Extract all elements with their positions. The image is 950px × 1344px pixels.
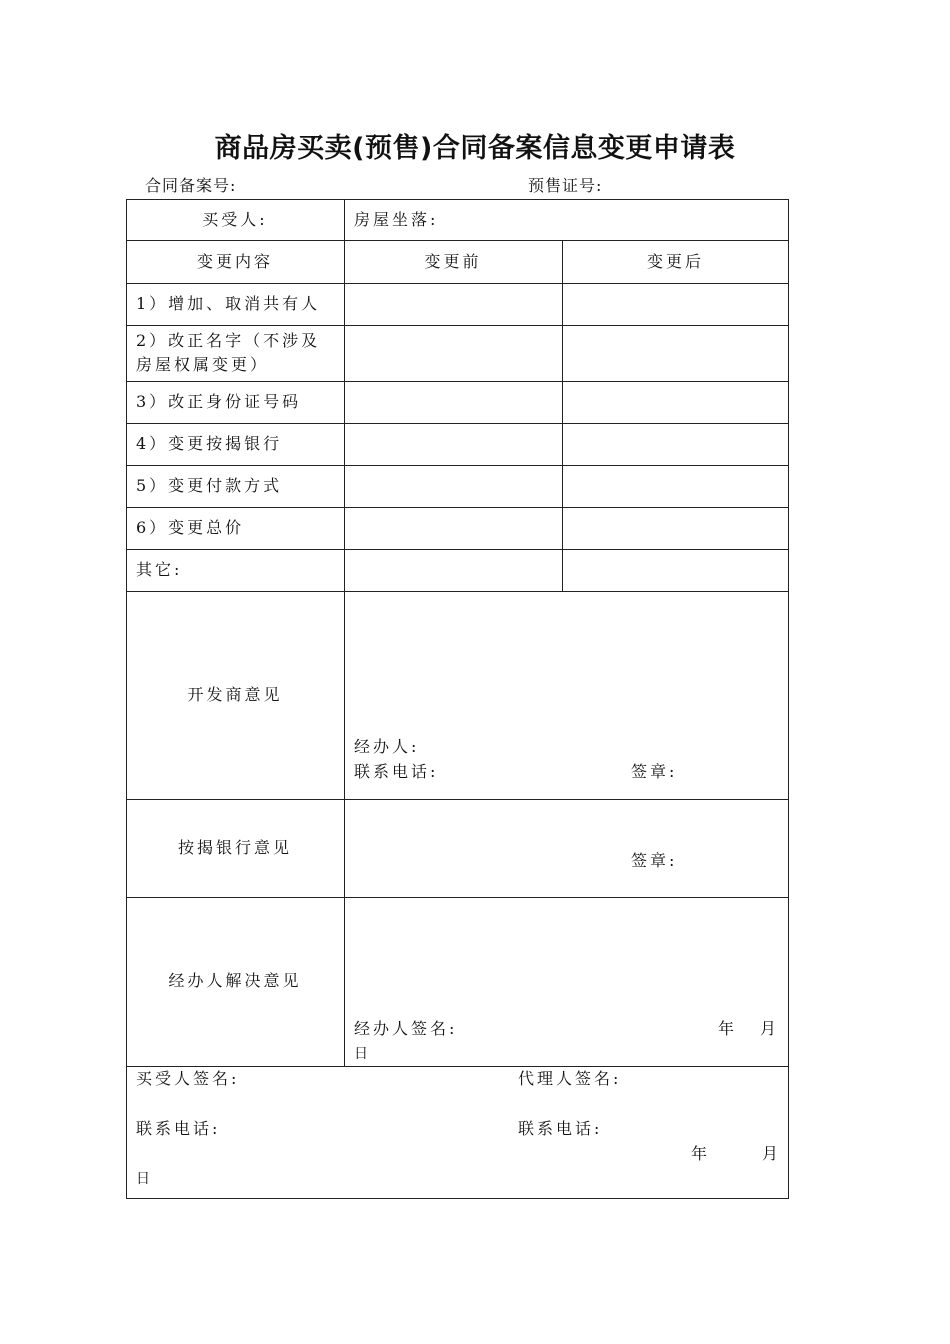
bank-seal-label: 签章: — [631, 851, 678, 870]
buyer-phone-label: 联系电话: — [136, 1119, 221, 1138]
handler-month-label: 月 — [760, 1019, 780, 1038]
column-divider — [344, 199, 345, 1066]
handler-sign-label: 经办人签名: — [354, 1019, 458, 1038]
col-header-content: 变更内容 — [196, 252, 273, 271]
handler-opinion-label: 经办人解决意见 — [168, 971, 302, 990]
handler-year-label: 年 — [718, 1019, 738, 1038]
agent-sign-label: 代理人签名: — [518, 1069, 622, 1088]
row-divider — [126, 507, 789, 508]
change-row-label: 房屋权属变更） — [136, 355, 270, 374]
change-row-label: 6）变更总价 — [136, 518, 245, 537]
col-header-before: 变更前 — [424, 252, 482, 271]
developer-seal-label: 签章: — [631, 762, 678, 781]
change-row-label: 4）变更按揭银行 — [136, 434, 283, 453]
page-title: 商品房买卖(预售)合同备案信息变更申请表 — [214, 133, 736, 164]
contract-no-label: 合同备案号: — [145, 176, 237, 195]
handler-day-label: 日 — [354, 1046, 371, 1062]
developer-handler-label: 经办人: — [354, 737, 420, 756]
buyer-sign-label: 买受人签名: — [136, 1069, 240, 1088]
row-divider — [126, 240, 789, 241]
other-label: 其它: — [136, 560, 183, 579]
developer-opinion-label: 开发商意见 — [187, 685, 283, 704]
location-field[interactable] — [430, 201, 787, 239]
bank-opinion-label: 按揭银行意见 — [177, 838, 292, 857]
change-row-label: 3）改正身份证号码 — [136, 392, 302, 411]
row-divider — [126, 1066, 789, 1067]
col-header-after: 变更后 — [646, 252, 704, 271]
agent-phone-label: 联系电话: — [518, 1119, 603, 1138]
footer-year-label: 年 — [691, 1144, 711, 1163]
row-divider — [126, 283, 789, 284]
row-divider — [126, 325, 789, 326]
row-divider — [126, 381, 789, 382]
row-divider — [126, 897, 789, 898]
row-divider — [126, 423, 789, 424]
row-divider — [126, 799, 789, 800]
change-row-label: 2）改正名字（不涉及 — [136, 331, 321, 350]
row-divider — [126, 549, 789, 550]
location-label: 房屋坐落: — [354, 210, 439, 229]
footer-day-label: 日 — [136, 1171, 153, 1187]
change-row-label: 5）变更付款方式 — [136, 476, 283, 495]
change-row-label: 1）增加、取消共有人 — [136, 294, 321, 313]
row-divider — [126, 591, 789, 592]
footer-month-label: 月 — [762, 1144, 782, 1163]
presale-no-label: 预售证号: — [528, 176, 603, 195]
developer-phone-label: 联系电话: — [354, 762, 439, 781]
buyer-label: 买受人: — [202, 210, 268, 229]
column-divider — [562, 240, 563, 591]
row-divider — [126, 465, 789, 466]
